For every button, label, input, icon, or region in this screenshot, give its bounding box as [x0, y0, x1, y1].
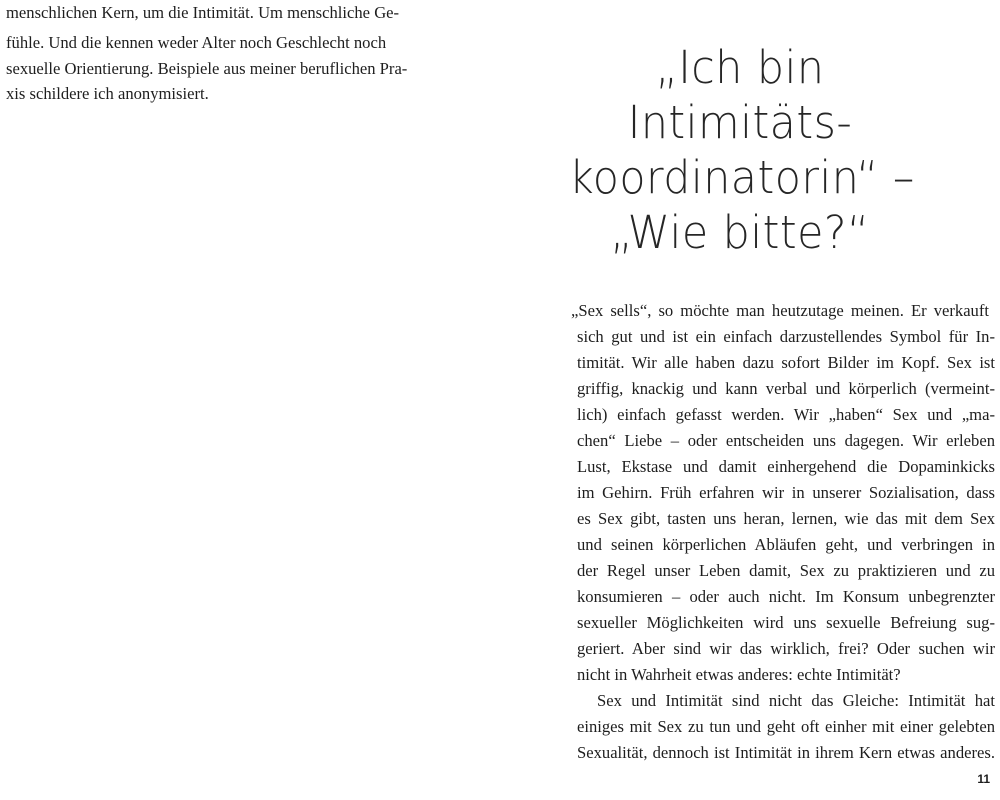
chapter-title-line: „Ich bin: [655, 41, 825, 94]
text-line: griffig, knackig und kann verbal und körperlich (vermeint-: [577, 379, 995, 398]
text-line: Sexualität, dennoch ist Intimität in ihrem Kern etwas anderes.: [577, 743, 995, 762]
text-line: im Gehirn. Früh erfahren wir in unserer Sozialisation, dass: [577, 483, 995, 502]
chapter-title-line: koordinatorin“ –: [569, 151, 915, 204]
text-line: geriert. Aber sind wir das wirklich, frei? Oder suchen wir: [577, 639, 995, 658]
text-line: nicht in Wahrheit etwas anderes: echte Intimität?: [577, 665, 901, 684]
chapter-title: [560, 40, 920, 260]
text-line: timität. Wir alle haben dazu sofort Bilder im Kopf. Sex ist: [577, 353, 995, 372]
text-line: konsumieren – oder auch nicht. Im Konsum unbegrenzter: [577, 587, 995, 606]
page-number: 11: [977, 772, 990, 786]
text-line: lich) einfach gefasst werden. Wir „haben“ Sex und „ma-: [577, 405, 995, 424]
text-line: und seinen körperlichen Abläufen geht, und verbringen in: [577, 535, 995, 554]
text-line: der Regel unser Leben damit, Sex zu praktizieren und zu: [577, 561, 995, 580]
text-line: fühle. Und die kennen weder Alter noch Geschlecht noch: [6, 33, 387, 52]
chapter-title-line: Intimitäts-: [627, 96, 853, 149]
text-line: sexuelle Orientierung. Beispiele aus meiner beruflichen Pra-: [6, 59, 408, 78]
text-line: es Sex gibt, tasten uns heran, lernen, wie das mit dem Sex: [577, 509, 995, 528]
text-line: chen“ Liebe – oder entscheiden uns dagegen. Wir erleben: [577, 431, 995, 450]
text-line: Sex und Intimität sind nicht das Gleiche: Intimität hat: [597, 691, 995, 710]
text-line: sexueller Möglichkeiten wird uns sexuelle Befreiung sug-: [577, 613, 995, 632]
text-line: sich gut und ist ein einfach darzustellendes Symbol für In-: [577, 327, 995, 346]
text-line: „Sex sells“, so möchte man heutzutage meinen. Er verkauft: [571, 301, 989, 320]
text-line: menschlichen Kern, um die Intimität. Um menschliche Ge-: [6, 3, 400, 22]
text-line: Lust, Ekstase und damit einhergehend die Dopaminkicks: [577, 457, 995, 476]
text-line: einiges mit Sex zu tun und geht oft einher mit einer gelebten: [577, 717, 995, 736]
text-line: xis schildere ich anonymisiert.: [6, 84, 209, 103]
chapter-title-line: „Wie bitte?“: [610, 206, 870, 259]
